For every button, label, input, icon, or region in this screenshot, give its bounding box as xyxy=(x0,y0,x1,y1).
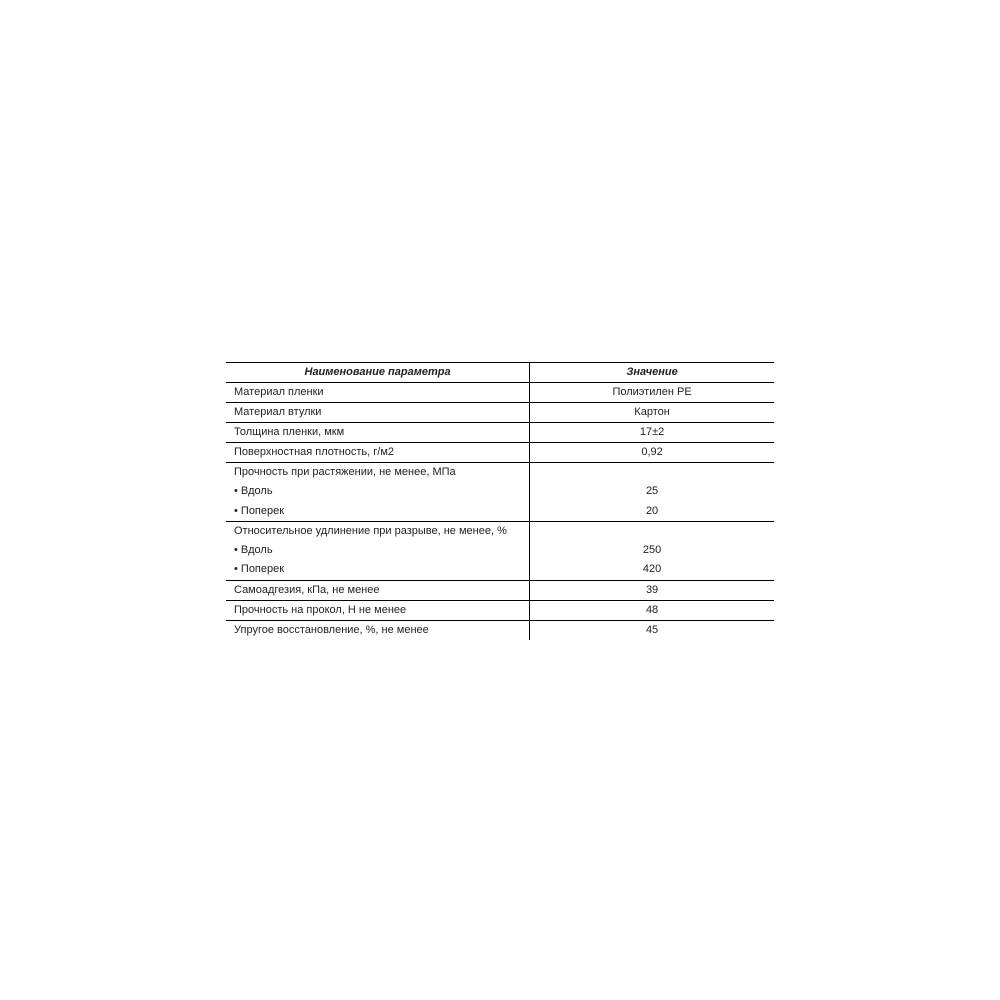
group-title: Прочность при растяжении, не менее, МПа xyxy=(234,466,456,478)
row-value: 48 xyxy=(645,603,659,616)
row-name-group xyxy=(226,463,530,522)
group-title-spacer xyxy=(530,463,774,482)
row-value-group xyxy=(530,521,774,580)
row-name: Материал пленки xyxy=(226,383,530,403)
table-body xyxy=(226,383,774,640)
header-row xyxy=(226,363,774,383)
row-value: Полиэтилен PE xyxy=(612,386,692,398)
row-name: Прочность на прокол, Н не менее xyxy=(226,600,530,620)
header-value: Значение xyxy=(530,363,774,383)
row-name-group xyxy=(226,521,530,580)
group-title-spacer xyxy=(530,522,774,541)
table-row xyxy=(226,600,774,620)
sub-item-label: • Поперек xyxy=(234,504,285,517)
row-name: Толщина пленки, мкм xyxy=(226,423,530,443)
table-row xyxy=(226,443,774,463)
table-row xyxy=(226,580,774,600)
spec-table xyxy=(226,362,774,640)
sub-item-label: • Вдоль xyxy=(234,544,273,557)
row-name: Упругое восстановление, %, не менее xyxy=(226,620,530,640)
row-value: 45 xyxy=(645,623,659,636)
sub-item-value: 250 xyxy=(642,544,662,557)
table-row-group xyxy=(226,463,774,522)
sub-item-value: 25 xyxy=(645,485,659,498)
sub-item-value: 420 xyxy=(642,563,662,576)
row-value: 0,92 xyxy=(641,446,663,458)
row-name: Самоадгезия, кПа, не менее xyxy=(226,580,530,600)
sub-item-label: • Вдоль xyxy=(234,485,273,498)
header-parameter-name: Наименование параметра xyxy=(226,363,530,383)
table-row-group xyxy=(226,521,774,580)
row-value: 39 xyxy=(645,583,659,596)
table-row xyxy=(226,403,774,423)
row-value: 17±2 xyxy=(639,426,665,438)
sub-item-value: 20 xyxy=(645,504,659,517)
table-row xyxy=(226,620,774,640)
table-row xyxy=(226,383,774,403)
row-value: Картон xyxy=(634,406,670,418)
group-title: Относительное удлинение при разрыве, не менее, % xyxy=(234,524,507,537)
table-row xyxy=(226,423,774,443)
row-name: Материал втулки xyxy=(226,403,530,423)
table-header xyxy=(226,363,774,383)
row-value-group xyxy=(530,463,774,522)
row-name: Поверхностная плотность, г/м2 xyxy=(226,443,530,463)
sub-item-label: • Поперек xyxy=(234,563,285,576)
